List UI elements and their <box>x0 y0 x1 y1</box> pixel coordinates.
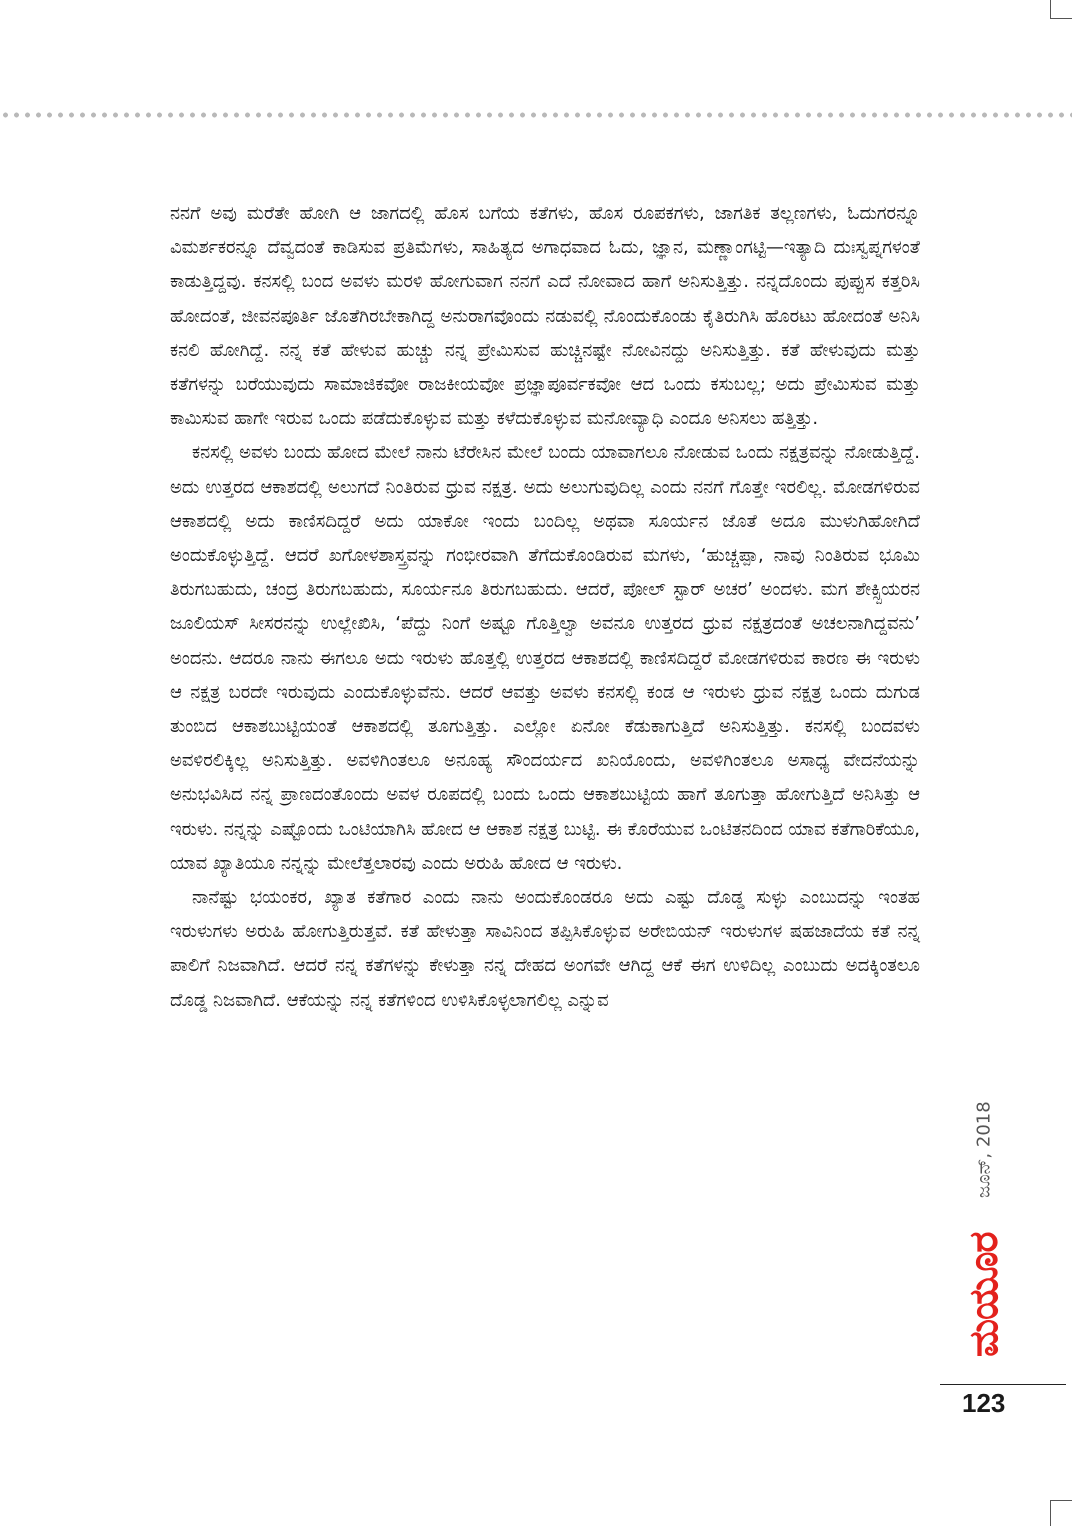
issue-date: ಜೂನ್, 2018 <box>973 1101 995 1199</box>
magazine-logo: ಮಯೂರ <box>961 1232 1007 1358</box>
page-number: 123 <box>962 1388 1006 1418</box>
crop-mark-bottom-right <box>1050 1500 1072 1526</box>
paragraph-1: ನನಗೆ ಅವು ಮರೆತೇ ಹೋಗಿ ಆ ಜಾಗದಲ್ಲಿ ಹೊಸ ಬಗೆಯ ಕತೆಗಳು, ಹೊಸ ರೂಪಕಗಳು, ಜಾಗತಿಕ ತಲ್ಲಣಗಳು, ಓದುಗರನ್ನೂ ವಿಮರ್ಶಕರನ್ನೂ ದೆವ್ವದಂತೆ ಕಾಡಿಸುವ ಪ್ರತಿಮೆಗಳು, ಸಾಹಿತ್ಯದ ಅಗಾಧವಾದ ಓದು, ಜ್ಞಾನ, ಮಣ್ಣಾಂಗಟ್ಟಿ—ಇತ್ಯಾದಿ ದುಃಸ್ವಪ್ನಗಳಂತೆ ಕಾಡುತ್ತಿದ್ದವು. ಕನಸಲ್ಲಿ ಬಂದ ಅವಳು ಮರಳಿ ಹೋಗುವಾಗ ನನಗೆ ಎದೆ ನೋವಾದ ಹಾಗೆ ಅನಿಸುತ್ತಿತ್ತು. ನನ್ನದೊಂದು ಪುಪ್ಪುಸ ಕತ್ತರಿಸಿ ಹೋದಂತೆ, ಜೀವನಪೂರ್ತಿ ಜೊತೆಗಿರಬೇಕಾಗಿದ್ದ ಅನುರಾಗವೊಂದು ನಡುವಲ್ಲಿ ನೊಂದುಕೊಂಡು ಕೈತಿರುಗಿಸಿ ಹೊರಟು ಹೋದಂತೆ ಅನಿಸಿ ಕನಲಿ ಹೋಗಿದ್ದೆ. ನನ್ನ ಕತೆ ಹೇಳುವ ಹುಚ್ಚು ನನ್ನ ಪ್ರೇಮಿಸುವ ಹುಚ್ಚಿನಷ್ಟೇ ನೋವಿನದ್ದು ಅನಿಸುತ್ತಿತ್ತು. ಕತೆ ಹೇಳುವುದು ಮತ್ತು ಕತೆಗಳನ್ನು ಬರೆಯುವುದು ಸಾಮಾಜಿಕವೋ ರಾಜಕೀಯವೋ ಪ್ರಜ್ಞಾಪೂರ್ವಕವೋ ಆದ ಒಂದು ಕಸುಬಲ್ಲ; ಅದು ಪ್ರೇಮಿಸುವ ಮತ್ತು ಕಾಮಿಸುವ ಹಾಗೇ ಇರುವ ಒಂದು ಪಡೆದುಕೊಳ್ಳುವ ಮತ್ತು ಕಳೆದುಕೊಳ್ಳುವ ಮನೋವ್ಯಾಧಿ ಎಂದೂ ಅನಿಸಲು ಹತ್ತಿತ್ತು. <box>170 203 920 430</box>
paragraph-3: ನಾನೆಷ್ಟು ಭಯಂಕರ, ಖ್ಯಾತ ಕತೆಗಾರ ಎಂದು ನಾನು ಅಂದುಕೊಂಡರೂ ಅದು ಎಷ್ಟು ದೊಡ್ಡ ಸುಳ್ಳು ಎಂಬುದನ್ನು ಇಂತಹ ಇರುಳುಗಳು ಅರುಹಿ ಹೋಗುತ್ತಿರುತ್ತವೆ. ಕತೆ ಹೇಳುತ್ತಾ ಸಾವಿನಿಂದ ತಪ್ಪಿಸಿಕೊಳ್ಳುವ ಅರೇಬಿಯನ್ ಇರುಳುಗಳ ಷಹಜಾದೆಯ ಕತೆ ನನ್ನ ಪಾಲಿಗೆ ನಿಜವಾಗಿದೆ. ಆದರೆ ನನ್ನ ಕತೆಗಳನ್ನು ಕೇಳುತ್ತಾ ನನ್ನ ದೇಹದ ಅಂಗವೇ ಆಗಿದ್ದ ಆಕೆ ಈಗ ಉಳಿದಿಲ್ಲ ಎಂಬುದು ಅದಕ್ಕಿಂತಲೂ ದೊಡ್ಡ ನಿಜವಾಗಿದೆ. ಆಕೆಯನ್ನು ನನ್ನ ಕತೆಗಳಿಂದ ಉಳಿಸಿಕೊಳ್ಳಲಾಗಲಿಲ್ಲ ಎನ್ನುವ <box>170 887 920 1011</box>
page-number-rule <box>940 1384 1066 1385</box>
paragraph-2: ಕನಸಲ್ಲಿ ಅವಳು ಬಂದು ಹೋದ ಮೇಲೆ ನಾನು ಟೆರೇಸಿನ ಮೇಲೆ ಬಂದು ಯಾವಾಗಲೂ ನೋಡುವ ಒಂದು ನಕ್ಷತ್ರವನ್ನು ನೋಡುತ್ತಿದ್ದೆ. ಅದು ಉತ್ತರದ ಆಕಾಶದಲ್ಲಿ ಅಲುಗದೆ ನಿಂತಿರುವ ಧ್ರುವ ನಕ್ಷತ್ರ. ಅದು ಅಲುಗುವುದಿಲ್ಲ ಎಂದು ನನಗೆ ಗೊತ್ತೇ ಇರಲಿಲ್ಲ. ಮೋಡಗಳಿರುವ ಆಕಾಶದಲ್ಲಿ ಅದು ಕಾಣಿಸದಿದ್ದರೆ ಅದು ಯಾಕೋ ಇಂದು ಬಂದಿಲ್ಲ ಅಥವಾ ಸೂರ್ಯನ ಜೊತೆ ಅದೂ ಮುಳುಗಿಹೋಗಿದೆ ಅಂದುಕೊಳ್ಳುತ್ತಿದ್ದೆ. ಆದರೆ ಖಗೋಳಶಾಸ್ತ್ರವನ್ನು ಗಂಭೀರವಾಗಿ ತೆಗೆದುಕೊಂಡಿರುವ ಮಗಳು, ‘ಹುಚ್ಚಪ್ಪಾ, ನಾವು ನಿಂತಿರುವ ಭೂಮಿ ತಿರುಗಬಹುದು, ಚಂದ್ರ ತಿರುಗಬಹುದು, ಸೂರ್ಯನೂ ತಿರುಗಬಹುದು. ಆದರೆ, ಪೋಲ್ ಸ್ಟಾರ್ ಅಚರ’ ಅಂದಳು. ಮಗ ಶೇಕ್ಸ್ಪಿಯರನ ಜೂಲಿಯಸ್ ಸೀಸರನನ್ನು ಉಲ್ಲೇಖಿಸಿ, ‘ಪೆದ್ದು ನಿಂಗೆ ಅಷ್ಟೂ ಗೊತ್ತಿಲ್ವಾ ಅವನೂ ಉತ್ತರದ ಧ್ರುವ ನಕ್ಷತ್ರದಂತೆ ಅಚಲನಾಗಿದ್ದವನು’ ಅಂದನು. ಆದರೂ ನಾನು ಈಗಲೂ ಅದು ಇರುಳು ಹೊತ್ತಲ್ಲಿ ಉತ್ತರದ ಆಕಾಶದಲ್ಲಿ ಕಾಣಿಸದಿದ್ದರೆ ಮೋಡಗಳಿರುವ ಕಾರಣ ಈ ಇರುಳು ಆ ನಕ್ಷತ್ರ ಬರದೇ ಇರುವುದು ಎಂದುಕೊಳ್ಳುವೆನು. ಆದರೆ ಆವತ್ತು ಅವಳು ಕನಸಲ್ಲಿ ಕಂಡ ಆ ಇರುಳು ಧ್ರುವ ನಕ್ಷತ್ರ ಒಂದು ದುಗುಡ ತುಂಬಿದ ಆಕಾಶಬುಟ್ಟಿಯಂತೆ ಆಕಾಶದಲ್ಲಿ ತೂಗುತ್ತಿತ್ತು. ಎಲ್ಲೋ ಏನೋ ಕೆಡುಕಾಗುತ್ತಿದೆ ಅನಿಸುತ್ತಿತ್ತು. ಕನಸಲ್ಲಿ ಬಂದವಳು ಅವಳಿರಲಿಕ್ಕಿಲ್ಲ ಅನಿಸುತ್ತಿತ್ತು. ಅವಳಿಗಿಂತಲೂ ಅನೂಹ್ಯ ಸೌಂದರ್ಯದ ಖನಿಯೊಂದು, ಅವಳಿಗಿಂತಲೂ ಅಸಾಧ್ಯ ವೇದನೆಯನ್ನು ಅನುಭವಿಸಿದ ನನ್ನ ಪ್ರಾಣದಂತೊಂದು ಅವಳ ರೂಪದಲ್ಲಿ ಬಂದು ಒಂದು ಆಕಾಶಬುಟ್ಟಿಯ ಹಾಗೆ ತೂಗುತ್ತಾ ಹೋಗುತ್ತಿದೆ ಅನಿಸಿತ್ತು ಆ ಇರುಳು. ನನ್ನನ್ನು ಎಷ್ಟೊಂದು ಒಂಟಿಯಾಗಿಸಿ ಹೋದ ಆ ಆಕಾಶ ನಕ್ಷತ್ರ ಬುಟ್ಟಿ. ಈ ಕೊರೆಯುವ ಒಂಟಿತನದಿಂದ ಯಾವ ಕತೆಗಾರಿಕೆಯೂ, ಯಾವ ಖ್ಯಾತಿಯೂ ನನ್ನನ್ನು ಮೇಲೆತ್ತಲಾರವು ಎಂದು ಅರುಹಿ ಹೋದ ಆ ಇರುಳು. <box>170 442 920 874</box>
article-body <box>170 197 920 1018</box>
crop-mark-top-right <box>1050 0 1072 19</box>
magazine-side-strip <box>960 1090 1008 1400</box>
dotted-header-rule <box>0 112 1072 118</box>
